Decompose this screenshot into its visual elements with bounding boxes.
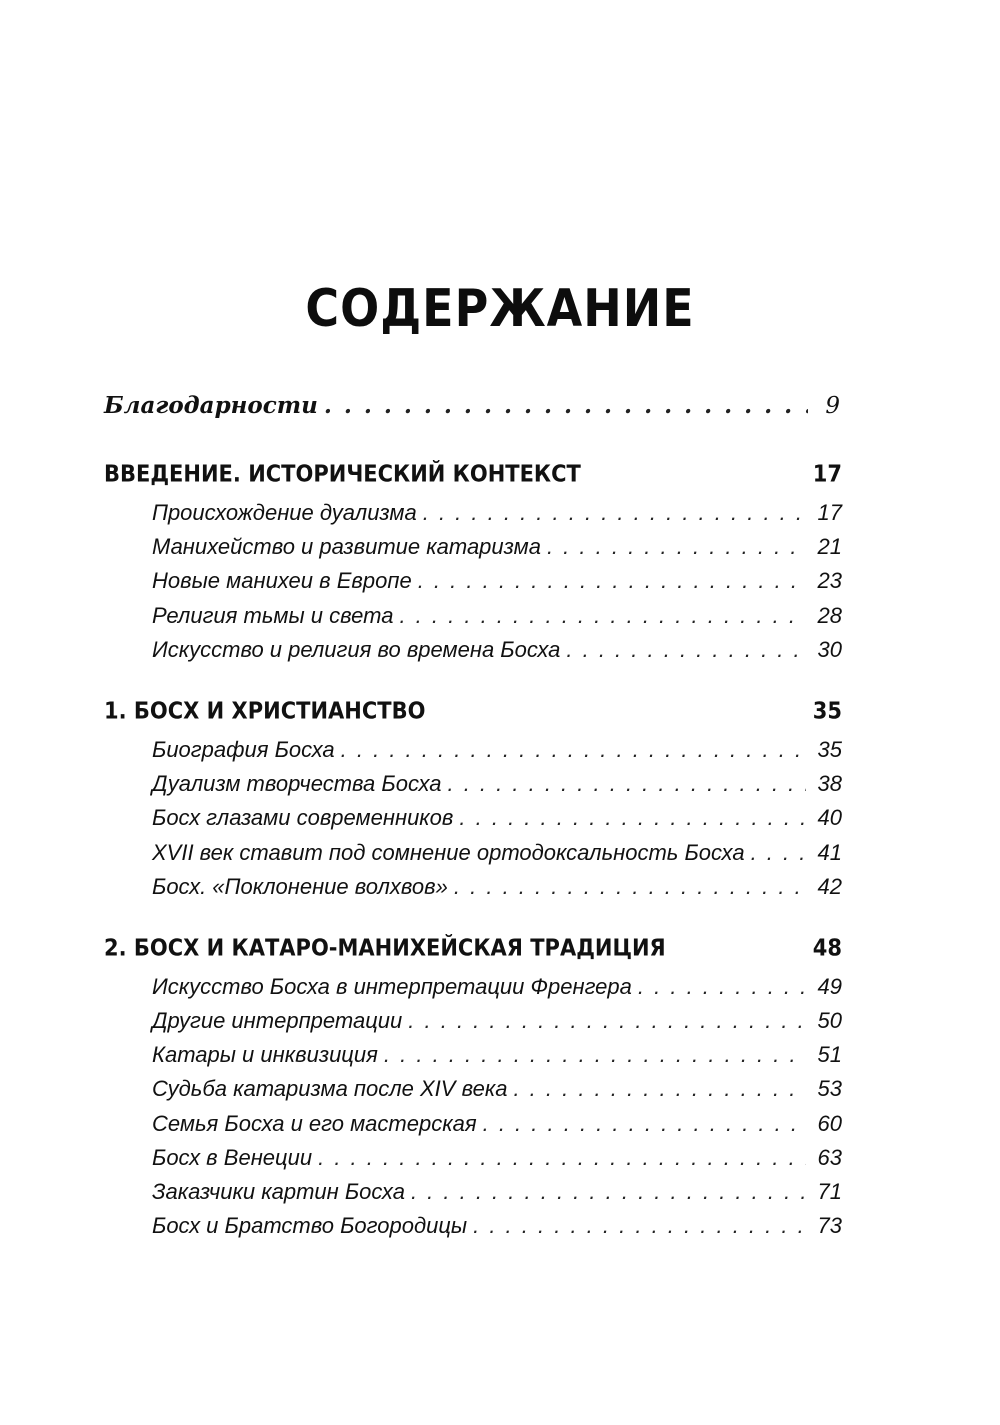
dot-leader bbox=[423, 496, 806, 530]
toc-entry-label: Босх. «Поклонение волхвов» bbox=[152, 873, 448, 899]
toc-entry-label: Биография Босха bbox=[152, 736, 335, 762]
toc-entry[interactable] bbox=[152, 1175, 842, 1209]
dot-leader bbox=[341, 733, 806, 767]
toc-entry[interactable] bbox=[152, 530, 842, 564]
toc-entry-label: Другие интерпретации bbox=[152, 1008, 403, 1034]
toc-page-number: 35 bbox=[812, 696, 842, 724]
toc-chapter-heading[interactable] bbox=[104, 460, 842, 500]
dot-leader bbox=[566, 633, 806, 667]
toc-chapter-label: ВВЕДЕНИЕ. ИСТОРИЧЕСКИЙ КОНТЕКСТ bbox=[104, 460, 581, 487]
toc-page-number: 49 bbox=[817, 973, 842, 999]
toc-entry[interactable] bbox=[152, 767, 842, 801]
toc-page-number: 42 bbox=[817, 873, 842, 899]
toc-page-number: 28 bbox=[817, 602, 842, 628]
toc-page-number: 38 bbox=[817, 771, 842, 797]
toc-entry[interactable] bbox=[152, 599, 842, 633]
dot-leader bbox=[513, 1072, 806, 1106]
toc-entry-label: Происхождение дуализма bbox=[152, 500, 417, 525]
toc-entry[interactable] bbox=[152, 970, 842, 1004]
toc-chapter-introduction bbox=[104, 460, 842, 667]
toc-entry[interactable] bbox=[152, 1072, 842, 1106]
toc-entry[interactable] bbox=[152, 1141, 842, 1175]
toc-page-number: 60 bbox=[817, 1110, 842, 1136]
toc-entry[interactable] bbox=[152, 870, 842, 904]
dot-leader bbox=[454, 870, 806, 904]
toc-entry-list bbox=[104, 496, 842, 667]
toc-entry[interactable] bbox=[152, 1038, 842, 1072]
toc-entry[interactable] bbox=[152, 1004, 842, 1038]
toc-page-number: 41 bbox=[817, 839, 842, 865]
toc-entry-label: Искусство Босха в интерпретации Френгера bbox=[152, 973, 632, 999]
dot-leader bbox=[399, 599, 806, 633]
dot-leader bbox=[459, 801, 806, 835]
dot-leader bbox=[384, 1038, 806, 1072]
toc-chapter-2 bbox=[104, 934, 842, 1244]
toc-entry-label: Религия тьмы и света bbox=[152, 602, 394, 628]
toc-entry-label: Дуализм творчества Босха bbox=[152, 771, 442, 797]
table-of-contents bbox=[104, 392, 842, 1273]
toc-page-number: 9 bbox=[825, 393, 840, 419]
dot-leader bbox=[411, 1175, 806, 1209]
dot-leader bbox=[408, 1004, 806, 1038]
toc-chapter-label: 1. БОСХ И ХРИСТИАНСТВО bbox=[104, 696, 426, 724]
dot-leader bbox=[324, 392, 808, 419]
toc-entry-label: Судьба катаризма после XIV века bbox=[152, 1076, 508, 1102]
toc-page-number: 23 bbox=[817, 568, 842, 594]
toc-page-number: 17 bbox=[812, 460, 842, 487]
toc-page-number: 30 bbox=[817, 636, 842, 662]
toc-page-number: 17 bbox=[817, 500, 842, 525]
toc-entry-label: Манихейство и развитие катаризма bbox=[152, 534, 541, 560]
toc-page-number: 53 bbox=[817, 1076, 842, 1102]
toc-chapter-label: 2. БОСХ И КАТАРО-МАНИХЕЙСКАЯ ТРАДИЦИЯ bbox=[104, 933, 666, 961]
toc-page-number: 73 bbox=[817, 1213, 842, 1239]
toc-entry-label: Босх в Венеции bbox=[152, 1144, 313, 1170]
toc-front-matter-label: Благодарности bbox=[104, 392, 318, 419]
toc-entry-label: Катары и инквизиция bbox=[152, 1042, 378, 1068]
toc-entry[interactable] bbox=[152, 1107, 842, 1141]
dot-leader bbox=[418, 564, 806, 598]
toc-entry[interactable] bbox=[152, 496, 842, 530]
toc-entry-label: Искусство и религия во времена Босха bbox=[152, 636, 561, 662]
toc-chapter-1 bbox=[104, 697, 842, 904]
toc-entry-label: Босх глазами современников bbox=[152, 805, 454, 831]
toc-front-matter[interactable] bbox=[104, 392, 842, 428]
toc-page-number: 40 bbox=[817, 805, 842, 831]
toc-entry-label: Босх и Братство Богородицы bbox=[152, 1213, 468, 1239]
dot-leader bbox=[751, 836, 806, 870]
dot-leader bbox=[638, 970, 806, 1004]
toc-page-number: 71 bbox=[817, 1179, 842, 1204]
toc-chapter-heading[interactable] bbox=[104, 934, 842, 974]
dot-leader bbox=[447, 767, 806, 801]
dot-leader bbox=[473, 1209, 806, 1243]
page-title: СОДЕРЖАНИЕ bbox=[305, 278, 695, 339]
dot-leader bbox=[547, 530, 806, 564]
toc-chapter-heading[interactable] bbox=[104, 697, 842, 737]
toc-entry-label: Новые манихеи в Европе bbox=[152, 568, 412, 594]
toc-entry[interactable] bbox=[152, 733, 842, 767]
toc-page-number: 21 bbox=[817, 534, 842, 560]
dot-leader bbox=[483, 1107, 806, 1141]
toc-page-number: 51 bbox=[817, 1042, 842, 1068]
toc-page-number: 63 bbox=[817, 1144, 842, 1170]
toc-entry[interactable] bbox=[152, 633, 842, 667]
toc-entry-list bbox=[104, 970, 842, 1244]
toc-page-number: 48 bbox=[812, 933, 842, 961]
toc-entry[interactable] bbox=[152, 836, 842, 870]
toc-entry-label: Заказчики картин Босха bbox=[152, 1179, 405, 1204]
toc-page-number: 35 bbox=[817, 736, 842, 762]
toc-entry[interactable] bbox=[152, 801, 842, 835]
toc-page-number: 50 bbox=[817, 1008, 842, 1034]
toc-entry[interactable] bbox=[152, 564, 842, 598]
toc-entry-label: Семья Босха и его мастерская bbox=[152, 1110, 477, 1136]
dot-leader bbox=[318, 1141, 806, 1175]
toc-entry[interactable] bbox=[152, 1209, 842, 1243]
toc-entry-label: XVII век ставит под сомнение ортодоксальность Босха bbox=[152, 839, 745, 865]
toc-entry-list bbox=[104, 733, 842, 904]
